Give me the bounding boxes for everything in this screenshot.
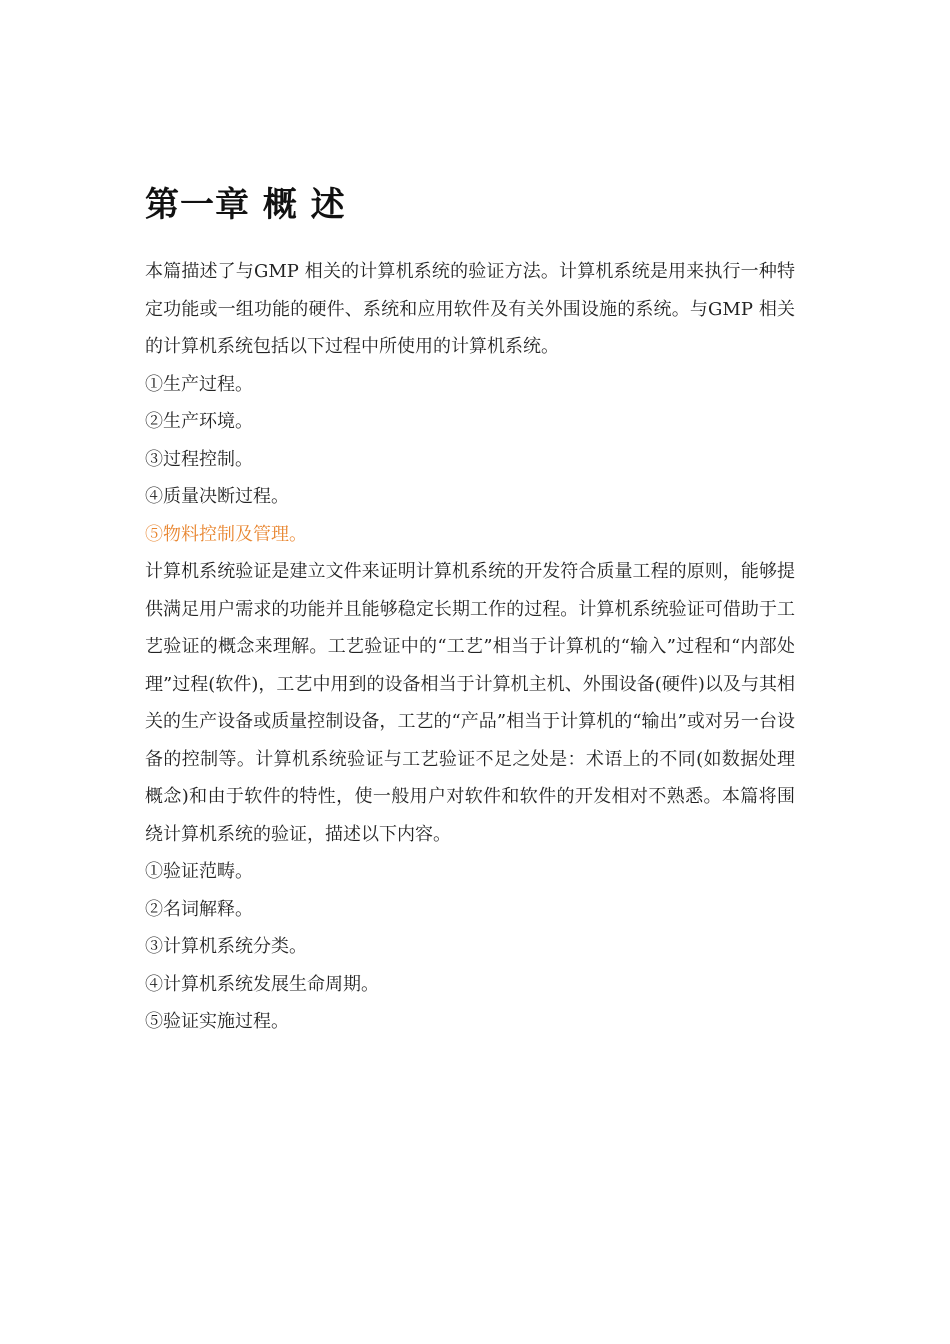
chapter-title: 第一章 概 述: [145, 185, 346, 225]
document-content: [145, 183, 795, 1041]
intro-list-item: ④质量决断过程。: [145, 486, 289, 507]
contents-list-item: ①验证范畴。: [145, 861, 253, 882]
contents-list: [145, 853, 795, 1041]
body-paragraph: 计算机系统验证是建立文件来证明计算机系统的开发符合质量工程的原则，能够提供满足用户需求的功能并且能够稳定长期工作的过程。计算机系统验证可借助于工艺验证的概念来理解。工艺验证中的“工艺”相当于计算机的“输入”过程和“内部处理”过程(软件)，工艺中用到的设备相当于计算机主机、外围设备(硬件)以及与其相关的生产设备或质量控制设备，工艺的“产品”相当于计算机的“输出”或对另一台设备的控制等。计算机系统验证与工艺验证不足之处是：术语上的不同(如数据处理概念)和由于软件的特性，使一般用户对软件和软件的开发相对不熟悉。本篇将围绕计算机系统的验证，描述以下内容。: [145, 561, 795, 845]
intro-list-item-highlighted: ⑤物料控制及管理。: [145, 523, 307, 545]
contents-list-item: ②名词解释。: [145, 898, 253, 920]
intro-list-item: ①生产过程。: [145, 373, 253, 395]
intro-paragraph: 本篇描述了与GMP 相关的计算机系统的验证方法。计算机系统是用来执行一种特定功能或一组功能的硬件、系统和应用软件及有关外围设施的系统。与GMP 相关的计算机系统包括以下过程中所使用的计算机系统。: [145, 261, 795, 357]
contents-list-item: ④计算机系统发展生命周期。: [145, 973, 379, 995]
intro-list-item: ③过程控制。: [145, 448, 253, 470]
intro-list-item: ②生产环境。: [145, 411, 253, 432]
intro-list: [145, 366, 795, 554]
contents-list-item: ③计算机系统分类。: [145, 936, 307, 957]
contents-list-item: ⑤验证实施过程。: [145, 1011, 289, 1032]
